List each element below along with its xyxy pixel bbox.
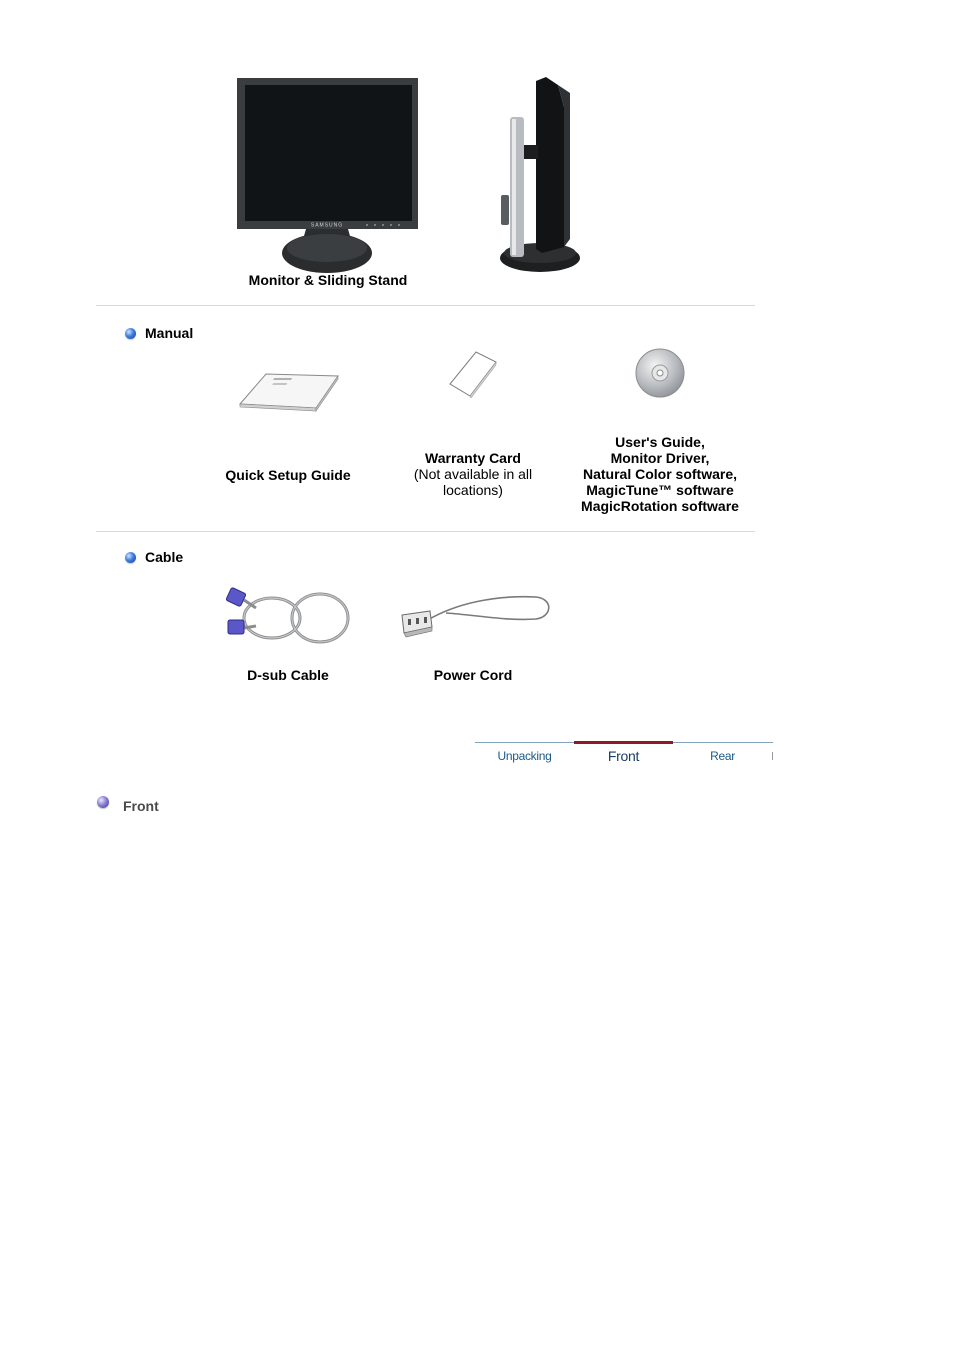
cd-disc-image	[634, 347, 686, 399]
front-heading	[97, 798, 159, 814]
section-divider	[96, 305, 755, 306]
manual-heading-label: Manual	[145, 325, 194, 341]
cd-contents-line: Monitor Driver,	[610, 450, 710, 466]
quick-setup-guide-caption: Quick Setup Guide	[225, 467, 351, 483]
tab-unpacking[interactable]: Unpacking	[497, 749, 552, 763]
blue-bullet-icon	[125, 328, 136, 339]
cd-contents-line: User's Guide,	[615, 434, 705, 450]
monitor-front-image	[236, 77, 420, 275]
cd-contents-line: MagicRotation software	[581, 498, 739, 514]
power-cord-image	[396, 593, 552, 641]
blue-bullet-icon	[125, 552, 136, 563]
tab-rear[interactable]: Rear	[710, 749, 735, 763]
section-tabs	[475, 741, 773, 771]
power-cord-caption: Power Cord	[433, 667, 513, 683]
tab-front[interactable]: Front	[574, 741, 673, 771]
warranty-card-caption	[393, 450, 553, 498]
section-divider	[96, 531, 755, 532]
purple-bullet-icon	[97, 796, 109, 808]
cd-contents-line: MagicTune™ software	[586, 482, 734, 498]
cable-heading-label: Cable	[145, 549, 184, 565]
front-heading-label: Front	[123, 798, 159, 814]
warranty-card-note: (Not available in all locations)	[413, 466, 533, 498]
quick-setup-guide-image	[236, 368, 340, 414]
dsub-cable-caption: D-sub Cable	[247, 667, 329, 683]
monitor-side-image	[498, 77, 584, 275]
monitor-caption: Monitor & Sliding Stand	[248, 272, 408, 288]
cd-contents-caption	[560, 434, 760, 514]
cd-contents-line: Natural Color software,	[582, 466, 738, 482]
manual-heading	[125, 325, 193, 341]
warranty-card-image	[446, 350, 500, 400]
tabs-end-marker	[772, 752, 773, 760]
monitor-brand-text: SAMSUNG	[310, 222, 344, 229]
warranty-card-title: Warranty Card	[425, 450, 521, 466]
cable-heading	[125, 549, 183, 565]
dsub-cable-image	[226, 586, 352, 648]
